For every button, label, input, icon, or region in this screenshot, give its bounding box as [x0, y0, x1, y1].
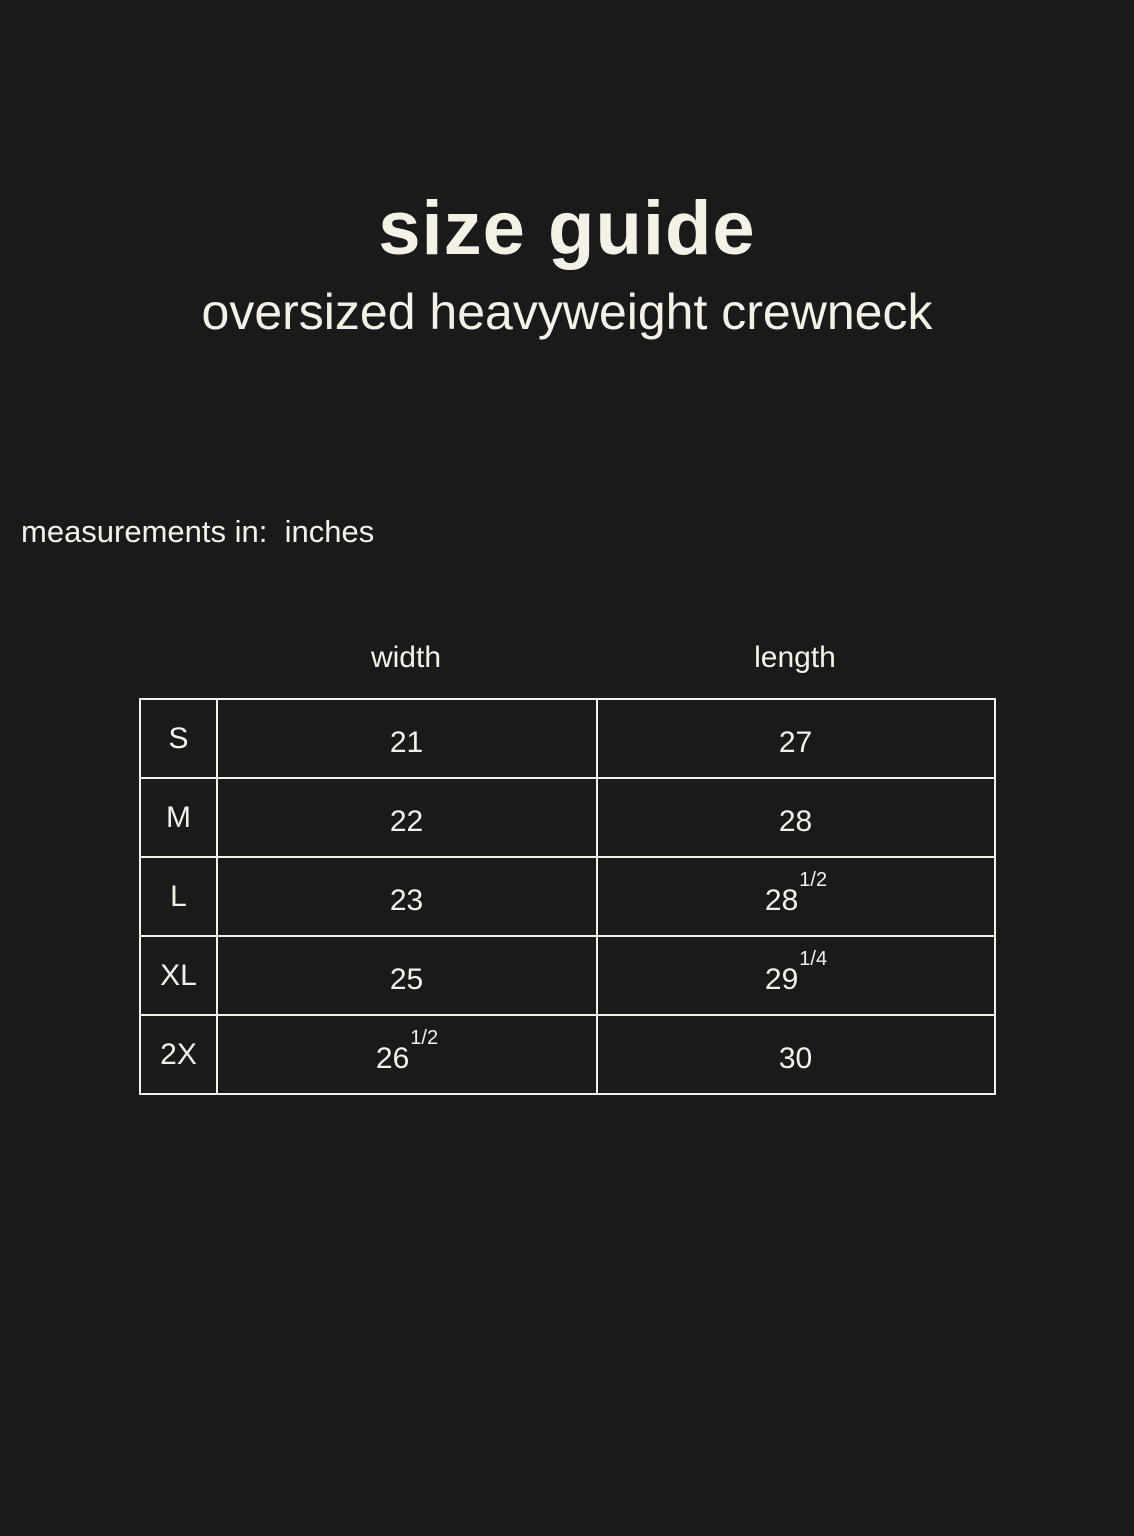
width-value: 23: [389, 883, 424, 917]
width-value: 21: [389, 725, 424, 759]
table-row: [140, 699, 995, 778]
table-row: [140, 857, 995, 936]
table-row: [140, 778, 995, 857]
width-cell: [217, 936, 597, 1015]
page-subtitle: oversized heavyweight crewneck: [201, 284, 933, 340]
width-cell: [217, 857, 597, 936]
column-header-width: width: [370, 641, 442, 674]
width-cell: [217, 1015, 597, 1094]
length-value: 28: [778, 804, 813, 838]
size-cell: L: [140, 857, 217, 936]
length-cell: [597, 936, 995, 1015]
table-row: [140, 936, 995, 1015]
width-cell: [217, 699, 597, 778]
length-fraction: 1/2: [799, 868, 828, 891]
table-row: [140, 1015, 995, 1094]
width-value: 22: [389, 804, 424, 838]
length-value: 30: [778, 1041, 813, 1075]
length-cell: [597, 699, 995, 778]
length-value: 27: [778, 725, 813, 759]
length-value: 28: [764, 883, 799, 917]
length-cell: [597, 857, 995, 936]
length-fraction: 1/4: [799, 947, 828, 970]
size-cell: 2X: [140, 1015, 217, 1094]
length-cell: [597, 1015, 995, 1094]
width-cell: [217, 778, 597, 857]
length-value: 29: [764, 962, 799, 996]
length-cell: [597, 778, 995, 857]
size-cell: M: [140, 778, 217, 857]
page-title: size guide: [378, 186, 756, 271]
width-value: 25: [389, 962, 424, 996]
size-cell: XL: [140, 936, 217, 1015]
width-fraction: 1/2: [410, 1026, 439, 1049]
size-cell: S: [140, 699, 217, 778]
width-value: 26: [375, 1041, 410, 1075]
column-header-length: length: [754, 641, 836, 674]
size-table: [139, 698, 996, 1095]
units-label: measurements in: inches: [21, 514, 375, 549]
